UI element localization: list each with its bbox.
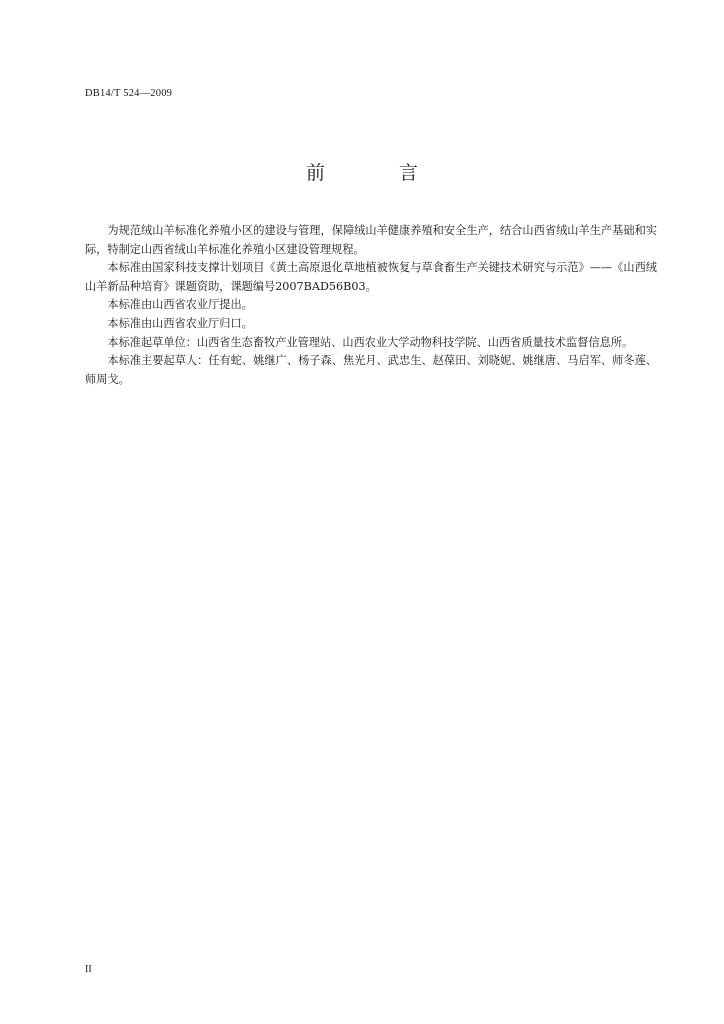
paragraph-drafters: 本标准主要起草人：任有蛇、姚继广、杨子森、焦光月、武忠生、赵葆田、刘晓妮、姚继唐、马启军、师冬莲、师周戈。 [85,354,657,386]
paragraph-administrator: 本标准由山西省农业厅归口。 [107,316,253,330]
document-header-code: DB14/T 524—2009 [85,88,173,99]
page-number: II [85,964,92,975]
paragraph-proposer: 本标准由山西省农业厅提出。 [107,298,253,312]
foreword-body [85,222,657,389]
page-title: 前 言 [305,162,453,184]
paragraph-funding: 本标准由国家科技支撑计划项目《黄土高原退化草地植被恢复与草食畜生产关键技术研究与示范》——《山西绒山羊新品种培育》课题资助，课题编号2007BAD56B03。 [85,261,657,293]
paragraph-drafting-units: 本标准起草单位：山西省生态畜牧产业管理站、山西农业大学动物科技学院、山西省质量技术监督信息所。 [107,335,634,349]
paragraph-purpose: 为规范绒山羊标准化养殖小区的建设与管理，保障绒山羊健康养殖和安全生产，结合山西省绒山羊生产基础和实际，特制定山西省绒山羊标准化养殖小区建设管理规程。 [85,224,657,256]
